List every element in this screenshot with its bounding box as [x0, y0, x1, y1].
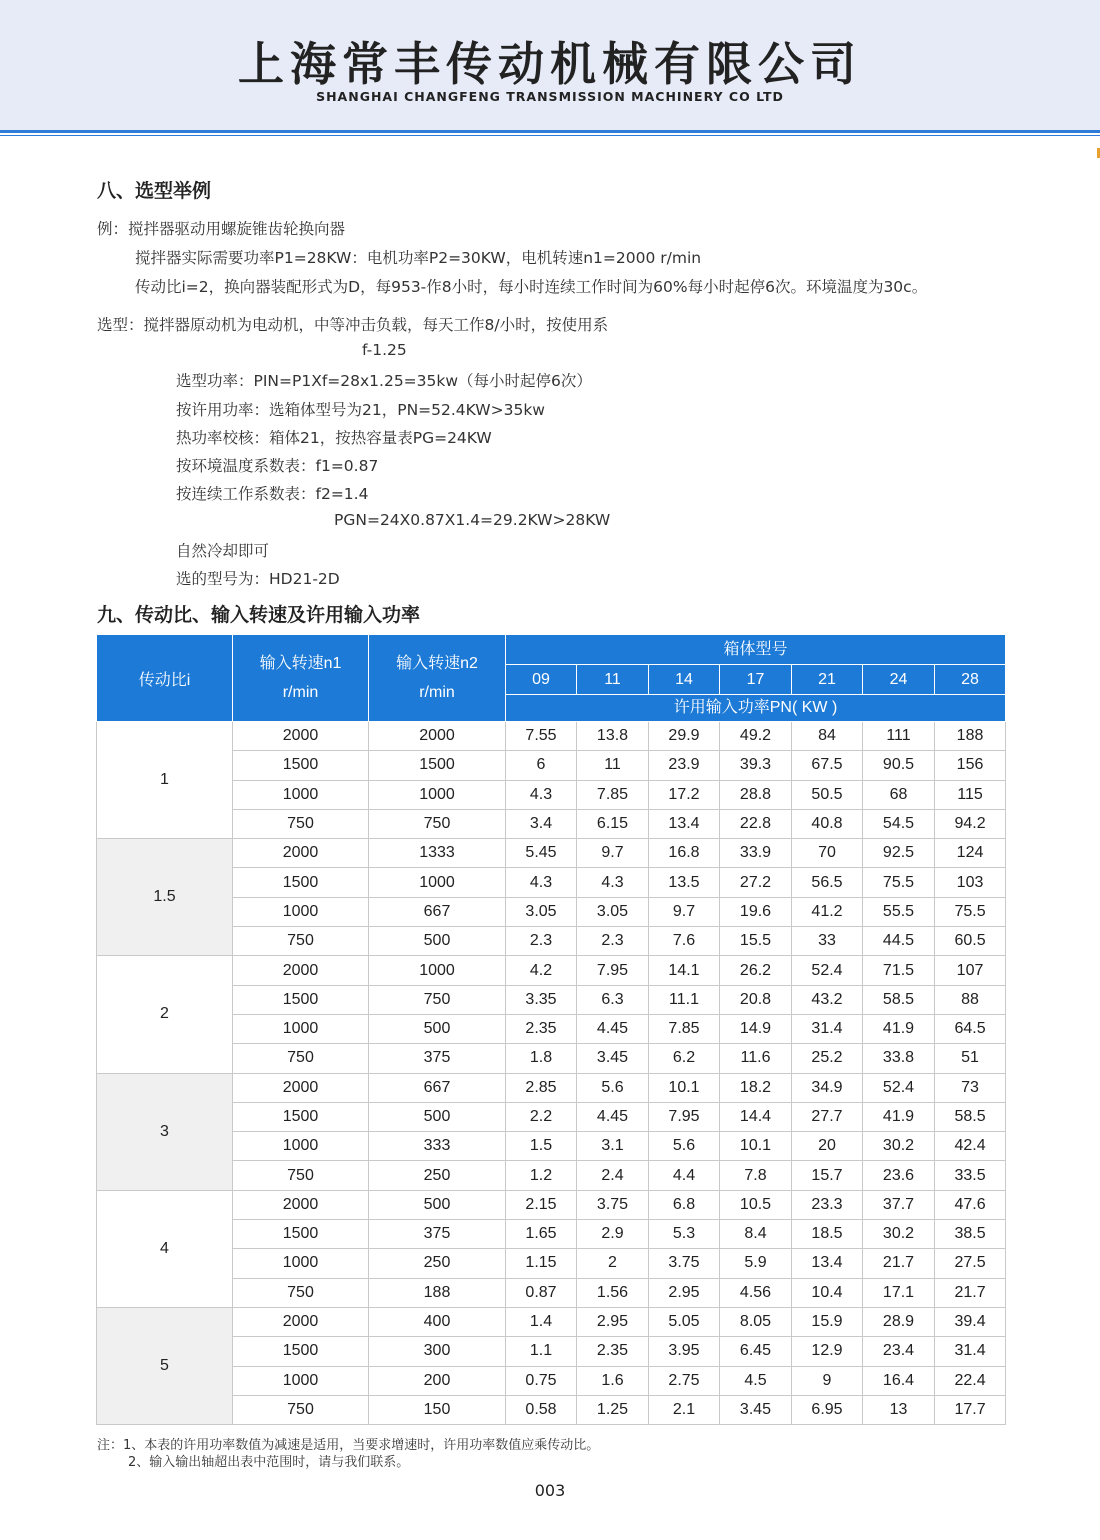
n1-cell: 750: [233, 1044, 369, 1073]
power-cell: 20.8: [720, 985, 792, 1014]
company-name-cn: 上海常丰传动机械有限公司: [238, 37, 862, 91]
n2-cell: 500: [369, 1190, 506, 1219]
power-cell: 31.4: [792, 1014, 863, 1043]
power-cell: 33.8: [863, 1044, 935, 1073]
n1-cell: 1500: [233, 751, 369, 780]
n2-cell: 1000: [369, 956, 506, 985]
power-cell: 1.5: [506, 1132, 577, 1161]
header-power: 许用输入功率PN( KW ): [506, 695, 1006, 722]
power-cell: 4.56: [720, 1278, 792, 1307]
power-cell: 71.5: [863, 956, 935, 985]
power-cell: 39.4: [935, 1307, 1006, 1336]
selection-line: 选的型号为：HD21-2D: [176, 570, 340, 588]
power-cell: 47.6: [935, 1190, 1006, 1219]
selection-line: 按环境温度系数表：f1=0.87: [176, 457, 379, 475]
table-row: [97, 1220, 1006, 1249]
power-cell: 1.65: [506, 1220, 577, 1249]
ratio-cell: 1.5: [97, 839, 233, 956]
power-cell: 6.8: [649, 1190, 720, 1219]
power-cell: 37.7: [863, 1190, 935, 1219]
n2-cell: 500: [369, 1014, 506, 1043]
power-cell: 7.85: [649, 1014, 720, 1043]
power-cell: 5.45: [506, 839, 577, 868]
power-cell: 4.3: [506, 780, 577, 809]
box-model-28: 28: [935, 665, 1006, 695]
power-cell: 1.1: [506, 1337, 577, 1366]
n1-cell: 750: [233, 927, 369, 956]
n1-cell: 1000: [233, 780, 369, 809]
n2-cell: 2000: [369, 722, 506, 751]
table-row: [97, 1307, 1006, 1336]
power-cell: 4.45: [577, 1102, 649, 1131]
power-cell: 52.4: [792, 956, 863, 985]
power-cell: 1.6: [577, 1366, 649, 1395]
power-cell: 1.56: [577, 1278, 649, 1307]
power-cell: 28.8: [720, 780, 792, 809]
power-cell: 23.3: [792, 1190, 863, 1219]
n1-cell: 1000: [233, 1249, 369, 1278]
n1-cell: 750: [233, 809, 369, 838]
power-cell: 10.1: [720, 1132, 792, 1161]
n2-cell: 200: [369, 1366, 506, 1395]
n1-cell: 1500: [233, 1102, 369, 1131]
ratio-cell: 1: [97, 722, 233, 839]
power-cell: 1.15: [506, 1249, 577, 1278]
power-cell: 2.2: [506, 1102, 577, 1131]
power-cell: 60.5: [935, 927, 1006, 956]
power-cell: 15.9: [792, 1307, 863, 1336]
n1-cell: 1500: [233, 985, 369, 1014]
selection-line: PGN=24X0.87X1.4=29.2KW>28KW: [334, 511, 611, 529]
n1-cell: 1000: [233, 1014, 369, 1043]
power-cell: 16.8: [649, 839, 720, 868]
power-cell: 5.05: [649, 1307, 720, 1336]
power-cell: 16.4: [863, 1366, 935, 1395]
box-model-14: 14: [649, 665, 720, 695]
power-cell: 3.05: [506, 897, 577, 926]
power-cell: 56.5: [792, 868, 863, 897]
power-cell: 3.75: [577, 1190, 649, 1219]
table-row: [97, 1249, 1006, 1278]
power-cell: 73: [935, 1073, 1006, 1102]
power-cell: 25.2: [792, 1044, 863, 1073]
power-cell: 75.5: [935, 897, 1006, 926]
n2-cell: 1000: [369, 868, 506, 897]
power-cell: 30.2: [863, 1220, 935, 1249]
table-row: [97, 1395, 1006, 1424]
header-n1: [233, 635, 369, 722]
power-cell: 84: [792, 722, 863, 751]
n2-cell: 1000: [369, 780, 506, 809]
power-cell: 14.9: [720, 1014, 792, 1043]
power-cell: 4.2: [506, 956, 577, 985]
ratio-cell: 3: [97, 1073, 233, 1190]
table-row: [97, 839, 1006, 868]
header-n1-label: 输入转速n1: [259, 655, 342, 672]
table-row: [97, 1190, 1006, 1219]
power-cell: 44.5: [863, 927, 935, 956]
power-cell: 17.2: [649, 780, 720, 809]
selection-line: 自然冷却即可: [176, 542, 270, 560]
power-cell: 41.9: [863, 1014, 935, 1043]
table-row: [97, 927, 1006, 956]
table-row: [97, 1161, 1006, 1190]
box-model-11: 11: [577, 665, 649, 695]
n1-cell: 2000: [233, 1190, 369, 1219]
n2-cell: 188: [369, 1278, 506, 1307]
power-cell: 7.95: [577, 956, 649, 985]
power-cell: 52.4: [863, 1073, 935, 1102]
power-cell: 103: [935, 868, 1006, 897]
power-cell: 51: [935, 1044, 1006, 1073]
power-cell: 3.1: [577, 1132, 649, 1161]
power-cell: 33: [792, 927, 863, 956]
power-cell: 2.85: [506, 1073, 577, 1102]
power-cell: 1.25: [577, 1395, 649, 1424]
n1-cell: 1000: [233, 897, 369, 926]
power-cell: 5.3: [649, 1220, 720, 1249]
power-cell: 2.15: [506, 1190, 577, 1219]
box-model-09: 09: [506, 665, 577, 695]
power-cell: 1.2: [506, 1161, 577, 1190]
power-cell: 38.5: [935, 1220, 1006, 1249]
power-cell: 27.7: [792, 1102, 863, 1131]
power-cell: 40.8: [792, 809, 863, 838]
power-cell: 64.5: [935, 1014, 1006, 1043]
table-row: [97, 956, 1006, 985]
header-divider-thin: [0, 135, 1100, 136]
power-cell: 58.5: [935, 1102, 1006, 1131]
power-cell: 13.8: [577, 722, 649, 751]
power-cell: 70: [792, 839, 863, 868]
power-cell: 0.58: [506, 1395, 577, 1424]
power-cell: 7.85: [577, 780, 649, 809]
selection-line: 热功率校核：箱体21，按热容量表PG=24KW: [176, 429, 492, 447]
power-cell: 33.9: [720, 839, 792, 868]
power-cell: 50.5: [792, 780, 863, 809]
power-cell: 22.8: [720, 809, 792, 838]
n2-cell: 1333: [369, 839, 506, 868]
header-box-model: 箱体型号: [506, 635, 1006, 665]
power-cell: 12.9: [792, 1337, 863, 1366]
power-cell: 11: [577, 751, 649, 780]
n2-cell: 150: [369, 1395, 506, 1424]
power-cell: 124: [935, 839, 1006, 868]
note-2: 2、输入输出轴超出表中范围时，请与我们联系。: [128, 1455, 410, 1470]
n1-cell: 2000: [233, 722, 369, 751]
power-cell: 3.45: [720, 1395, 792, 1424]
n1-cell: 750: [233, 1395, 369, 1424]
section-8-title: 八、选型举例: [97, 180, 212, 202]
box-model-24: 24: [863, 665, 935, 695]
n2-cell: 333: [369, 1132, 506, 1161]
power-cell: 58.5: [863, 985, 935, 1014]
power-cell: 13.4: [649, 809, 720, 838]
header-divider: [0, 130, 1100, 133]
power-cell: 4.45: [577, 1014, 649, 1043]
section-9-title: 九、传动比、输入转速及许用输入功率: [97, 604, 421, 626]
power-cell: 6.15: [577, 809, 649, 838]
header-n1-unit: r/min: [282, 684, 319, 701]
power-cell: 29.9: [649, 722, 720, 751]
power-cell: 6.3: [577, 985, 649, 1014]
power-cell: 42.4: [935, 1132, 1006, 1161]
power-cell: 94.2: [935, 809, 1006, 838]
power-cell: 2.75: [649, 1366, 720, 1395]
n2-cell: 500: [369, 927, 506, 956]
power-cell: 1.8: [506, 1044, 577, 1073]
power-cell: 30.2: [863, 1132, 935, 1161]
power-cell: 5.9: [720, 1249, 792, 1278]
power-cell: 10.1: [649, 1073, 720, 1102]
table-row: [97, 1132, 1006, 1161]
n2-cell: 500: [369, 1102, 506, 1131]
power-cell: 20: [792, 1132, 863, 1161]
n2-cell: 250: [369, 1161, 506, 1190]
power-cell: 15.5: [720, 927, 792, 956]
power-cell: 41.9: [863, 1102, 935, 1131]
table-row: [97, 1337, 1006, 1366]
n1-cell: 2000: [233, 1307, 369, 1336]
power-cell: 3.75: [649, 1249, 720, 1278]
power-cell: 188: [935, 722, 1006, 751]
n2-cell: 667: [369, 1073, 506, 1102]
power-cell: 5.6: [577, 1073, 649, 1102]
n1-cell: 2000: [233, 956, 369, 985]
n1-cell: 750: [233, 1278, 369, 1307]
ratio-cell: 4: [97, 1190, 233, 1307]
power-cell: 26.2: [720, 956, 792, 985]
power-cell: 2.3: [577, 927, 649, 956]
power-cell: 21.7: [935, 1278, 1006, 1307]
example-line: 传动比i=2，换向器装配形式为D，每953-作8小时，每小时连续工作时间为60%每小时起停6次。环境温度为30c。: [135, 278, 928, 296]
power-cell: 23.6: [863, 1161, 935, 1190]
table-row: [97, 985, 1006, 1014]
example-line: 例：搅拌器驱动用螺旋锥齿轮换向器: [97, 220, 346, 238]
power-cell: 115: [935, 780, 1006, 809]
power-cell: 7.95: [649, 1102, 720, 1131]
n2-cell: 750: [369, 985, 506, 1014]
power-cell: 22.4: [935, 1366, 1006, 1395]
power-cell: 3.35: [506, 985, 577, 1014]
n1-cell: 1500: [233, 1220, 369, 1249]
n1-cell: 1500: [233, 1337, 369, 1366]
power-cell: 107: [935, 956, 1006, 985]
n1-cell: 750: [233, 1161, 369, 1190]
selection-line: 选型功率：PIN=P1Xf=28x1.25=35kw（每小时起停6次）: [176, 372, 592, 390]
n2-cell: 400: [369, 1307, 506, 1336]
header-n2-label: 输入转速n2: [396, 655, 478, 672]
table-row: [97, 809, 1006, 838]
header-n2: [369, 635, 506, 722]
power-cell: 34.9: [792, 1073, 863, 1102]
power-table: [96, 634, 1006, 1425]
power-cell: 5.6: [649, 1132, 720, 1161]
n1-cell: 2000: [233, 1073, 369, 1102]
ratio-cell: 2: [97, 956, 233, 1073]
power-cell: 6: [506, 751, 577, 780]
table-row: [97, 722, 1006, 751]
power-cell: 2.95: [577, 1307, 649, 1336]
power-cell: 7.55: [506, 722, 577, 751]
power-cell: 23.4: [863, 1337, 935, 1366]
ratio-cell: 5: [97, 1307, 233, 1424]
power-cell: 4.3: [506, 868, 577, 897]
page-number: 003: [534, 1481, 566, 1500]
power-cell: 49.2: [720, 722, 792, 751]
table-row: [97, 1073, 1006, 1102]
table-row: [97, 780, 1006, 809]
power-cell: 7.6: [649, 927, 720, 956]
power-cell: 2.9: [577, 1220, 649, 1249]
power-cell: 0.75: [506, 1366, 577, 1395]
header-n2-unit: r/min: [419, 684, 455, 701]
note-1: 注：1、本表的许用功率数值为减速是适用，当要求增速时，许用功率数值应乘传动比。: [97, 1438, 600, 1453]
power-cell: 3.4: [506, 809, 577, 838]
power-cell: 2.35: [577, 1337, 649, 1366]
power-cell: 31.4: [935, 1337, 1006, 1366]
n1-cell: 1000: [233, 1132, 369, 1161]
table-row: [97, 1102, 1006, 1131]
selection-line: f-1.25: [362, 341, 407, 359]
power-cell: 1.4: [506, 1307, 577, 1336]
power-cell: 39.3: [720, 751, 792, 780]
power-cell: 9.7: [649, 897, 720, 926]
power-cell: 27.2: [720, 868, 792, 897]
table-row: [97, 1278, 1006, 1307]
power-cell: 4.4: [649, 1161, 720, 1190]
n2-cell: 750: [369, 809, 506, 838]
power-cell: 23.9: [649, 751, 720, 780]
box-model-21: 21: [792, 665, 863, 695]
power-cell: 156: [935, 751, 1006, 780]
power-cell: 8.4: [720, 1220, 792, 1249]
power-cell: 111: [863, 722, 935, 751]
power-cell: 18.5: [792, 1220, 863, 1249]
power-cell: 14.4: [720, 1102, 792, 1131]
n2-cell: 375: [369, 1044, 506, 1073]
power-cell: 3.45: [577, 1044, 649, 1073]
power-cell: 75.5: [863, 868, 935, 897]
power-cell: 92.5: [863, 839, 935, 868]
power-cell: 2.4: [577, 1161, 649, 1190]
table-row: [97, 751, 1006, 780]
n2-cell: 300: [369, 1337, 506, 1366]
power-cell: 9.7: [577, 839, 649, 868]
selection-line: 按许用功率：选箱体型号为21，PN=52.4KW>35kw: [176, 401, 545, 419]
power-cell: 6.2: [649, 1044, 720, 1073]
power-cell: 13.4: [792, 1249, 863, 1278]
power-cell: 3.95: [649, 1337, 720, 1366]
table-row: [97, 868, 1006, 897]
power-cell: 6.95: [792, 1395, 863, 1424]
power-cell: 3.05: [577, 897, 649, 926]
power-cell: 33.5: [935, 1161, 1006, 1190]
power-cell: 13.5: [649, 868, 720, 897]
power-cell: 43.2: [792, 985, 863, 1014]
power-cell: 14.1: [649, 956, 720, 985]
power-cell: 15.7: [792, 1161, 863, 1190]
power-cell: 0.87: [506, 1278, 577, 1307]
n2-cell: 250: [369, 1249, 506, 1278]
n2-cell: 1500: [369, 751, 506, 780]
power-cell: 17.7: [935, 1395, 1006, 1424]
table-row: [97, 897, 1006, 926]
table-row: [97, 1044, 1006, 1073]
power-cell: 68: [863, 780, 935, 809]
power-cell: 19.6: [720, 897, 792, 926]
power-cell: 6.45: [720, 1337, 792, 1366]
n2-cell: 375: [369, 1220, 506, 1249]
selection-line: 选型：搅拌器原动机为电动机，中等冲击负载，每天工作8/小时，按使用系: [97, 316, 609, 334]
power-cell: 18.2: [720, 1073, 792, 1102]
power-cell: 10.5: [720, 1190, 792, 1219]
n1-cell: 2000: [233, 839, 369, 868]
power-cell: 88: [935, 985, 1006, 1014]
power-cell: 41.2: [792, 897, 863, 926]
power-cell: 55.5: [863, 897, 935, 926]
power-cell: 2.35: [506, 1014, 577, 1043]
power-cell: 21.7: [863, 1249, 935, 1278]
power-cell: 2.3: [506, 927, 577, 956]
n1-cell: 1000: [233, 1366, 369, 1395]
power-cell: 67.5: [792, 751, 863, 780]
power-cell: 2: [577, 1249, 649, 1278]
power-cell: 2.1: [649, 1395, 720, 1424]
power-cell: 13: [863, 1395, 935, 1424]
box-model-17: 17: [720, 665, 792, 695]
selection-line: 按连续工作系数表：f2=1.4: [176, 485, 369, 503]
power-cell: 90.5: [863, 751, 935, 780]
power-cell: 11.1: [649, 985, 720, 1014]
power-cell: 27.5: [935, 1249, 1006, 1278]
n2-cell: 667: [369, 897, 506, 926]
power-cell: 11.6: [720, 1044, 792, 1073]
power-cell: 4.5: [720, 1366, 792, 1395]
header-ratio: 传动比i: [97, 635, 233, 722]
table-row: [97, 1366, 1006, 1395]
table-row: [97, 1014, 1006, 1043]
power-cell: 8.05: [720, 1307, 792, 1336]
example-line: 搅拌器实际需要功率P1=28KW：电机功率P2=30KW，电机转速n1=2000 r/min: [135, 249, 702, 267]
power-cell: 17.1: [863, 1278, 935, 1307]
power-cell: 4.3: [577, 868, 649, 897]
n1-cell: 1500: [233, 868, 369, 897]
power-cell: 7.8: [720, 1161, 792, 1190]
company-name-en: SHANGHAI CHANGFENG TRANSMISSION MACHINERY CO LTD: [316, 89, 784, 104]
power-cell: 54.5: [863, 809, 935, 838]
power-cell: 10.4: [792, 1278, 863, 1307]
power-cell: 9: [792, 1366, 863, 1395]
power-cell: 2.95: [649, 1278, 720, 1307]
power-cell: 28.9: [863, 1307, 935, 1336]
